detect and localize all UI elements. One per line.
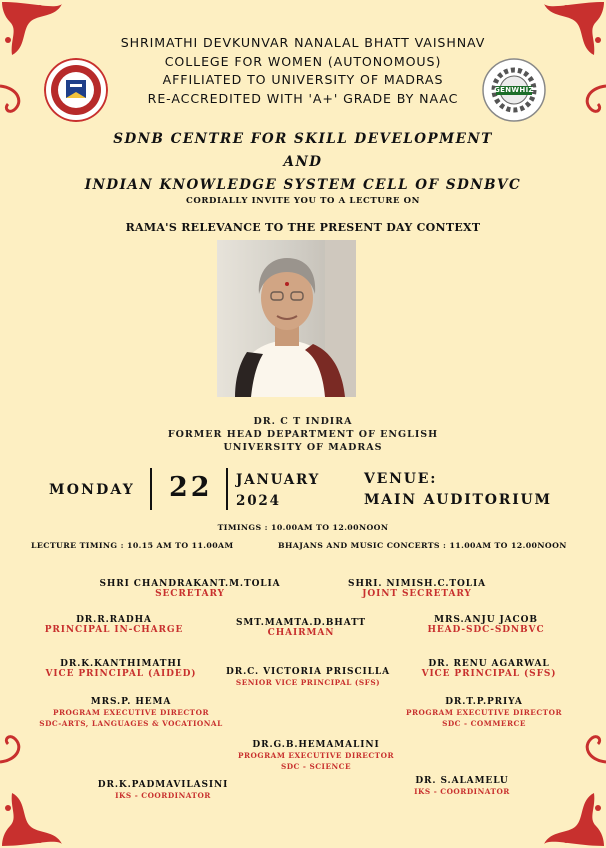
organiser-line3: INDIAN KNOWLEDGE SYSTEM CELL OF SDNBVC bbox=[84, 177, 522, 193]
dignitary-name: DR.G.B.HEMAMALINI bbox=[252, 740, 380, 750]
divider bbox=[226, 468, 228, 510]
dignitary-name: DR. S.ALAMELU bbox=[415, 776, 509, 786]
dignitary bbox=[218, 667, 398, 688]
event-date-row bbox=[0, 466, 606, 514]
dignitary-name: SHRI CHANDRAKANT.M.TOLIA bbox=[99, 579, 281, 589]
swirl-ornament-icon bbox=[0, 82, 30, 122]
organiser-and: AND bbox=[283, 154, 323, 170]
dignitary-role: PROGRAM EXECUTIVE DIRECTOR bbox=[52, 708, 210, 717]
dignitary bbox=[36, 659, 206, 679]
affiliation-line: AFFILIATED TO UNIVERSITY OF MADRAS bbox=[162, 72, 444, 87]
corner-ornament-icon bbox=[0, 778, 70, 848]
college-header bbox=[70, 34, 536, 108]
overall-timing: TIMINGS : 10.00AM TO 12.00NOON bbox=[217, 523, 389, 532]
dignitary-name: DR.C. VICTORIA PRISCILLA bbox=[226, 667, 390, 677]
speaker-block bbox=[0, 415, 606, 454]
dignitary bbox=[25, 697, 237, 729]
dignitary-name: DR.R.RADHA bbox=[76, 615, 152, 625]
corner-ornament-icon bbox=[536, 778, 606, 848]
dignitary-role-detail: SDC-ARTS, LANGUAGES & VOCATIONAL bbox=[39, 719, 223, 728]
speaker-designation: FORMER HEAD DEPARTMENT OF ENGLISH bbox=[167, 429, 439, 440]
swirl-ornament-icon bbox=[0, 726, 30, 766]
dignitary-role: SENIOR VICE PRINCIPAL (SFS) bbox=[235, 678, 381, 687]
dignitary bbox=[398, 776, 526, 797]
dignitary-role: SECRETARY bbox=[155, 589, 225, 599]
accreditation-line: RE-ACCREDITED WITH 'A+' GRADE BY NAAC bbox=[147, 90, 459, 106]
dignitary-name: SHRI. NIMISH.C.TOLIA bbox=[348, 579, 486, 589]
swirl-ornament-icon bbox=[576, 82, 606, 122]
dignitary bbox=[410, 659, 568, 679]
swirl-ornament-icon bbox=[576, 726, 606, 766]
dignitary bbox=[226, 618, 376, 638]
dignitary-role-detail: SDC - SCIENCE bbox=[280, 762, 352, 771]
speaker-name: DR. C T INDIRA bbox=[253, 416, 353, 427]
dignitary-role: VICE PRINCIPAL (SFS) bbox=[421, 669, 557, 679]
dignitary-role: IKS - COORDINATOR bbox=[115, 791, 211, 800]
dignitary bbox=[95, 579, 285, 599]
dignitary-name: DR. RENU AGARWAL bbox=[428, 659, 550, 669]
dignitary-name: MRS.ANJU JACOB bbox=[434, 615, 538, 625]
dignitary-name: MRS.P. HEMA bbox=[90, 697, 172, 707]
divider bbox=[150, 468, 152, 510]
dignitary-role: VICE PRINCIPAL (AIDED) bbox=[45, 669, 197, 679]
bhajans-timing: BHAJANS AND MUSIC CONCERTS : 11.00AM TO 12.00NOON bbox=[278, 541, 567, 550]
event-month: JANUARY bbox=[236, 472, 321, 488]
logo-center-text: GENWHIZ bbox=[494, 86, 534, 94]
speaker-photo bbox=[217, 240, 356, 397]
organiser-line1: SDNB CENTRE FOR SKILL DEVELOPMENT bbox=[113, 131, 493, 147]
dignitary-role: JOINT SECRETARY bbox=[362, 589, 472, 599]
event-date: 22 bbox=[169, 472, 213, 503]
speaker-institution: UNIVERSITY OF MADRAS bbox=[223, 442, 383, 453]
college-name-line1: SHRIMATHI DEVKUNVAR NANALAL BHATT VAISHNAV bbox=[120, 35, 486, 50]
dignitary-name: SMT.MAMTA.D.BHATT bbox=[236, 618, 366, 628]
venue-label: VENUE: bbox=[364, 471, 438, 487]
lecture-title: RAMA'S RELEVANCE TO THE PRESENT DAY CONTEXT bbox=[125, 221, 481, 234]
college-name-line2: COLLEGE FOR WOMEN (AUTONOMOUS) bbox=[164, 53, 442, 69]
corner-ornament-icon bbox=[536, 0, 606, 70]
dignitary bbox=[88, 780, 238, 801]
dignitary bbox=[34, 615, 194, 635]
dignitary-role: CHAIRMAN bbox=[267, 628, 335, 638]
event-year: 2024 bbox=[236, 493, 281, 509]
dignitary-name: DR.K.KANTHIMATHI bbox=[60, 659, 182, 669]
invite-text: CORDIALLY INVITE YOU TO A LECTURE ON bbox=[185, 196, 420, 206]
dignitary bbox=[416, 615, 556, 635]
event-day: MONDAY bbox=[49, 482, 135, 498]
lecture-timing: LECTURE TIMING : 10.15 AM TO 11.00AM bbox=[31, 541, 234, 550]
dignitary-name: DR.K.PADMAVILASINI bbox=[97, 780, 229, 790]
dignitary-role-detail: SDC - COMMERCE bbox=[442, 719, 526, 728]
dignitary bbox=[233, 740, 399, 772]
corner-ornament-icon bbox=[0, 0, 70, 70]
dignitary-name: DR.T.P.PRIYA bbox=[445, 697, 523, 707]
dignitary-role: HEAD-SDC-SDNBVC bbox=[427, 625, 545, 635]
dignitary-role: PROGRAM EXECUTIVE DIRECTOR bbox=[405, 708, 563, 717]
dignitary bbox=[394, 697, 574, 729]
dignitary-role: PRINCIPAL IN-CHARGE bbox=[44, 625, 184, 635]
dignitary-role: IKS - COORDINATOR bbox=[414, 787, 510, 796]
dignitary bbox=[342, 579, 492, 599]
dignitary-role: PROGRAM EXECUTIVE DIRECTOR bbox=[237, 751, 395, 760]
venue-name: MAIN AUDITORIUM bbox=[364, 492, 552, 508]
